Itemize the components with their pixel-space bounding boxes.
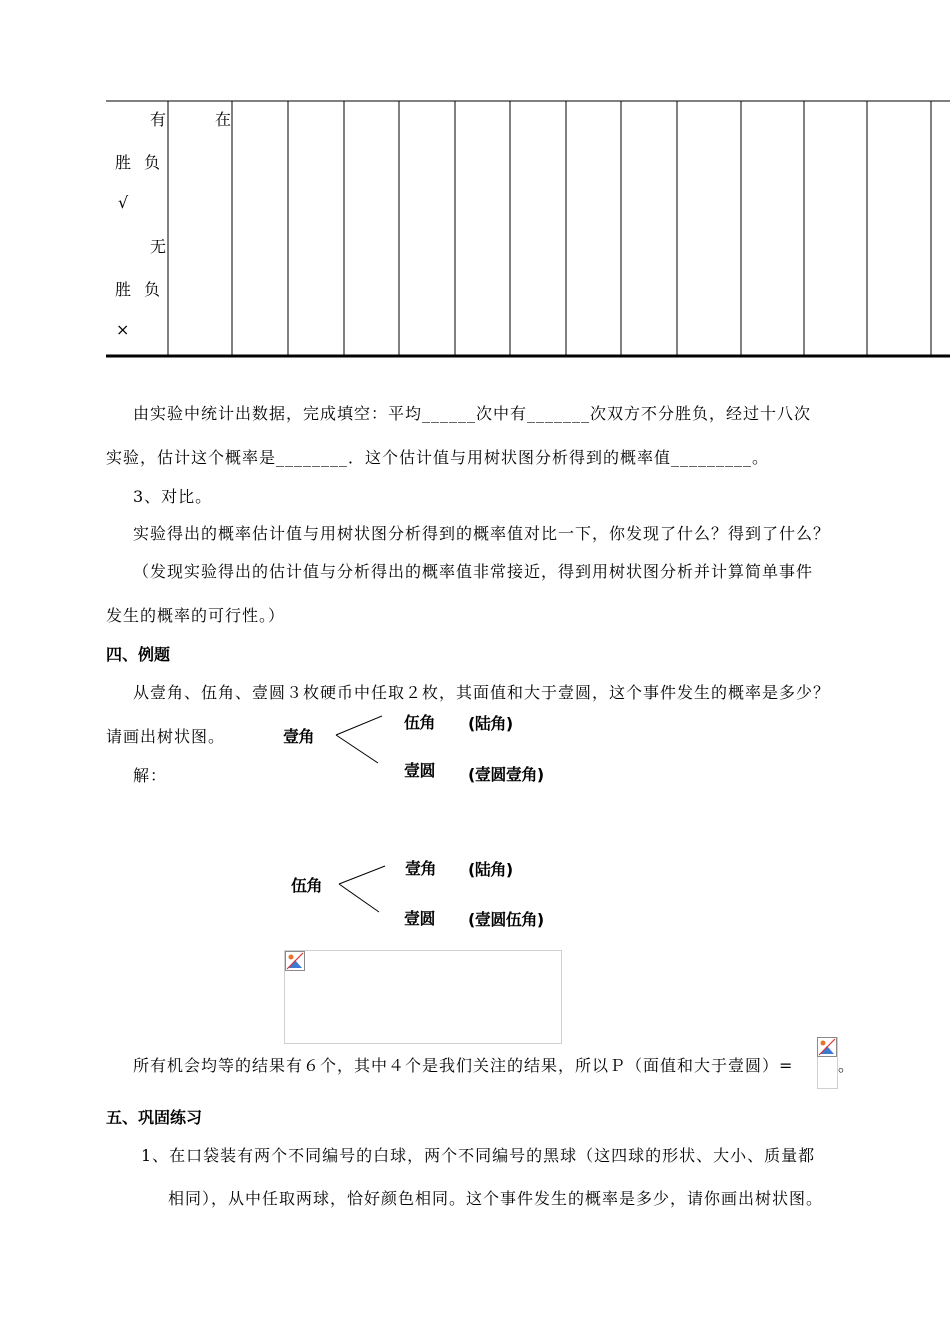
conclusion-period: 。 bbox=[838, 1056, 856, 1075]
table-cell-text: 胜 bbox=[115, 153, 132, 172]
missing-tree-image bbox=[284, 950, 562, 1044]
compare-question: 实验得出的概率估计值与用树状图分析得到的概率值对比一下，你发现了什么？得到了什么？ bbox=[133, 524, 831, 543]
tree1-result-1: (陆角) bbox=[468, 714, 513, 733]
table-cell-text: × bbox=[116, 320, 130, 339]
example-conclusion: 所有机会均等的结果有６个，其中４个是我们关注的结果，所以Ｐ（面值和大于壹圆）= bbox=[133, 1056, 794, 1075]
table-cell-text: √ bbox=[118, 193, 129, 212]
tally-table-grid bbox=[0, 0, 950, 370]
tree2-branches bbox=[333, 860, 393, 920]
exercise-1-line-1: 1、在口袋装有两个不同编号的白球，两个不同编号的黑球（这四球的形状、大小、质量都 bbox=[141, 1146, 816, 1165]
fill-in-line-1: 由实验中统计出数据，完成填空：平均______次中有_______次双方不分胜负，经过十八次 bbox=[133, 404, 812, 423]
solution-label: 解： bbox=[133, 766, 168, 785]
tree2-root: 伍角 bbox=[291, 876, 323, 895]
example-problem-2: 请画出树状图。 bbox=[106, 727, 226, 746]
tree2-branch-2: 壹圆 bbox=[404, 909, 436, 928]
section-heading-example: 四、例题 bbox=[106, 645, 171, 664]
tree1-result-2: (壹圆壹角) bbox=[468, 765, 544, 784]
tree1-branch-1: 伍角 bbox=[404, 713, 436, 732]
tree2-branch-1: 壹角 bbox=[405, 859, 437, 878]
tree1-branches bbox=[330, 710, 390, 770]
table-cell-text: 负 bbox=[144, 280, 161, 299]
table-cell-text: 负 bbox=[144, 153, 161, 172]
tree1-branch-2: 壹圆 bbox=[404, 761, 436, 780]
tree2-result-2: (壹圆伍角) bbox=[468, 910, 544, 929]
tree2-result-1: (陆角) bbox=[468, 860, 513, 879]
exercise-1-line-2: 相同），从中任取两球，恰好颜色相同。这个事件发生的概率是多少，请你画出树状图。 bbox=[168, 1189, 824, 1208]
tree1-root: 壹角 bbox=[283, 727, 315, 746]
compare-answer-1: （发现实验得出的估计值与分析得出的概率值非常接近，得到用树状图分析并计算简单事件 bbox=[133, 562, 814, 581]
table-cell-text: 无 bbox=[150, 237, 167, 256]
table-cell-text: 有 bbox=[150, 110, 167, 129]
example-problem-1: 从壹角、伍角、壹圆３枚硬币中任取２枚，其面值和大于壹圆，这个事件发生的概率是多少？ bbox=[133, 683, 831, 702]
broken-image-icon bbox=[817, 1037, 837, 1057]
fill-in-line-2: 实验，估计这个概率是________．这个估计值与用树状图分析得到的概率值_________。 bbox=[106, 448, 770, 467]
subsection-compare: 3、对比。 bbox=[133, 487, 213, 506]
table-cell-text: 在 bbox=[215, 110, 232, 129]
table-cell-text: 胜 bbox=[115, 280, 132, 299]
compare-answer-2: 发生的概率的可行性。） bbox=[106, 606, 286, 625]
broken-image-icon bbox=[285, 951, 305, 971]
section-heading-practice: 五、巩固练习 bbox=[106, 1108, 203, 1127]
